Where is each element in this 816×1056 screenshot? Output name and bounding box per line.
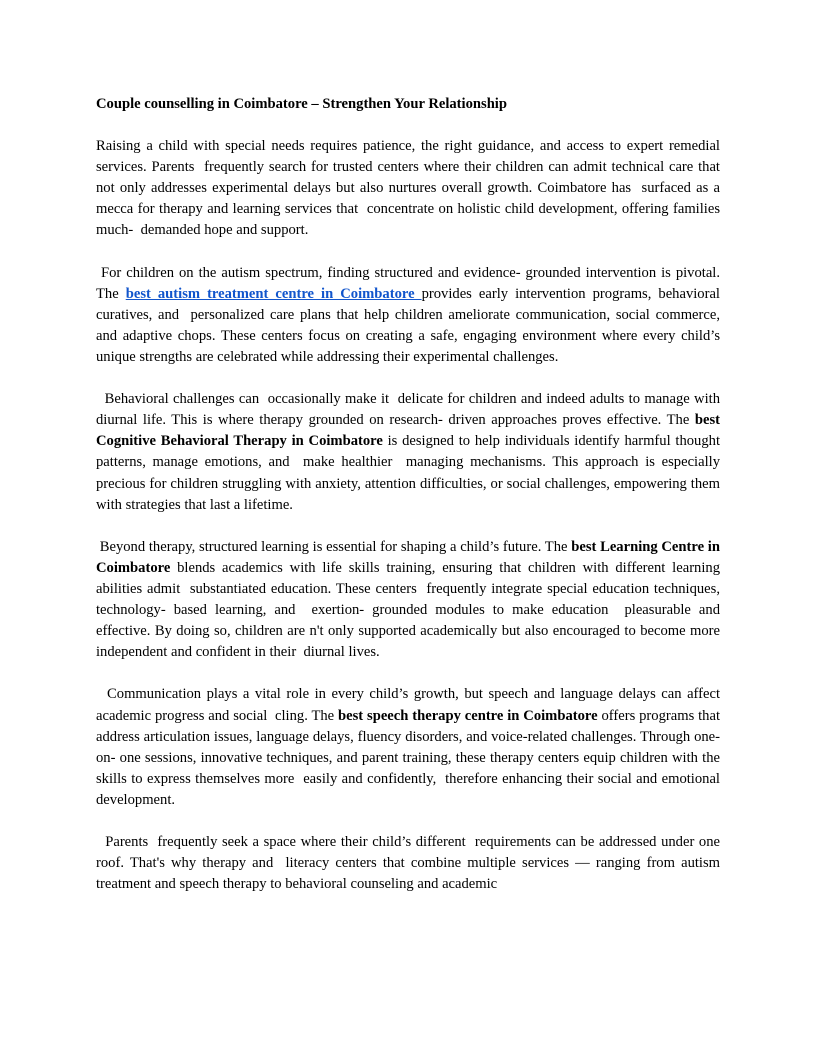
- bold-phrase-learning-centre: best Learning Centre in Coimbatore: [96, 538, 724, 576]
- paragraph-text-before: Behavioral challenges can occasionally make it delicate for children and indeed adults to manage with diurnal life. This is where therapy grounded on research- driven approaches proves effective. The: [96, 391, 728, 429]
- bold-phrase-speech-therapy: best speech therapy centre in Coimbatore: [338, 707, 598, 724]
- bold-phrase-cbt: best Cognitive Behavioral Therapy in Coimbatore: [96, 412, 724, 450]
- paragraph-intro: [96, 136, 728, 241]
- paragraph-text-after: offers programs that address articulation issues, language delays, fluency disorders, and voice-related challenges. Through one- on- one sessions, innovative techniques, and parent training, these therapy centers equip children with the skills to express themselves more easily and confidently, therefore enhancing their social and emotional development.: [96, 707, 724, 808]
- paragraph-text-before: Beyond therapy, structured learning is essential for shaping a child’s future. The: [96, 538, 572, 555]
- paragraph-text-after: blends academics with life skills training, ensuring that children with different learning abilities admit substantiated education. These centers frequently integrate special education techniques, technology- based learning, and exertion- grounded modules to make education pleasurable and effective. By doing so, children are n't only supported academically but also encouraged to become more independent and confident in their diurnal lives.: [96, 559, 724, 661]
- document-page: [96, 94, 728, 916]
- paragraph-text-after: is designed to help individuals identify harmful thought patterns, manage emotions, and make healthier managing mechanisms. This approach is especially precious for children struggling with anxiety, attention difficulties, or social challenges, empowering them with strategies that last a lifetime.: [96, 433, 728, 513]
- paragraph-learning: [96, 537, 724, 664]
- paragraph-parents: [96, 832, 724, 895]
- paragraph-speech: [96, 684, 724, 811]
- paragraph-text-before: Communication plays a vital role in every child’s growth, but speech and language delays can affect academic progress and social cling. The: [96, 686, 724, 724]
- autism-treatment-centre-link[interactable]: best autism treatment centre in Coimbatore: [125, 285, 422, 302]
- paragraph-text: Parents frequently seek a space where their child’s different requirements can be addressed under one roof. That's why therapy and literacy centers that combine multiple services — ranging from autism treatment and speech therapy to behavioral counseling and academic: [96, 834, 724, 893]
- paragraph-autism: [96, 263, 728, 368]
- paragraph-text-after: provides early intervention programs, behavioral curatives, and personalized care plans that help children ameliorate communication, social commerce, and adaptive chops. These centers focus on creating a safe, engaging environment where every child’s unique strengths are celebrated while addressing their experimental challenges.: [96, 285, 728, 365]
- paragraph-text: Raising a child with special needs requires patience, the right guidance, and access to expert remedial services. Parents frequently search for trusted centers where their children can admit technical care that not only addresses experimental delays but also nurtures overall growth. Coimbatore has surfaced as a mecca for therapy and learning services that concentrate on holistic child development, offering families much- demanded hope and support.: [96, 138, 728, 239]
- document-title: Couple counselling in Coimbatore – Strengthen Your Relationship: [96, 96, 507, 112]
- paragraph-text-before: For children on the autism spectrum, finding structured and evidence- grounded intervention is pivotal. The: [96, 264, 724, 302]
- paragraph-cbt: [96, 389, 728, 516]
